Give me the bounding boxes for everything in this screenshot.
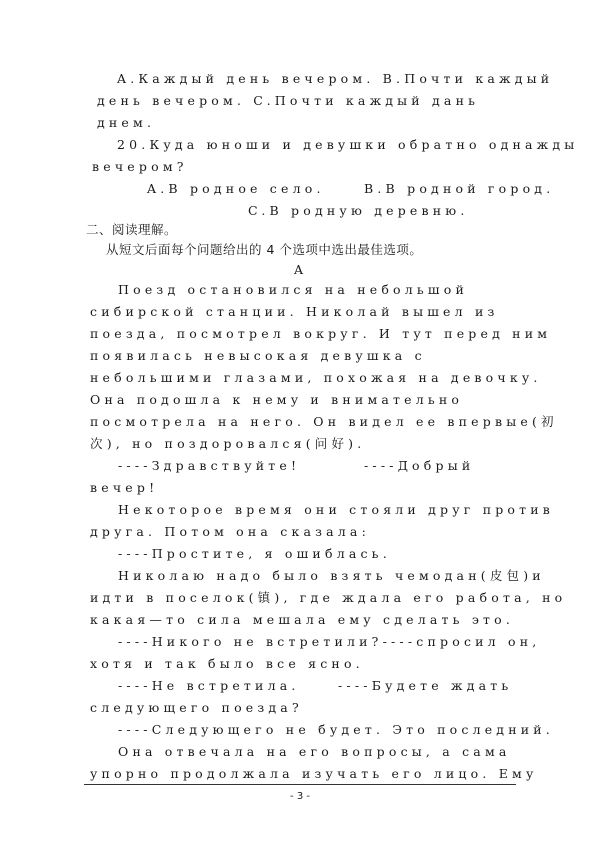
q20-text-line-2: вечером? [92, 159, 188, 174]
q19-options-line-3: днем. [97, 115, 156, 130]
passage-line: следующего поезда? [90, 700, 303, 715]
dialogue-line: ----Здравствуйте! [118, 458, 301, 473]
passage-line: упорно продолжала изучать его лицо. Ему [90, 766, 538, 781]
dialogue-line: ----Никого не встретили?----спросил он, [118, 634, 541, 649]
dialogue-line: ----Простите, я ошиблась. [118, 546, 391, 561]
passage-line: появилась невысокая девушка с [90, 348, 426, 363]
q20-option-a: A.В родное село. [147, 181, 325, 196]
passage-line: Она отвечала на его вопросы, а сама [118, 744, 511, 759]
q19-options-line-2: день вечером. C.Почти каждый дань [97, 93, 480, 108]
dialogue-line: ----Следующего не будет. Это последний. [118, 722, 554, 737]
section-instruction: 从短文后面每个问题给出的 4 个选项中选出最佳选项。 [106, 242, 423, 257]
passage-line: Она подошла к нему и внимательно [90, 392, 464, 407]
passage-line: сибирской станции. Николай вышел из [90, 304, 499, 319]
passage-line: 次), но поздоровался(问好). [90, 436, 366, 451]
passage-line: Николаю надо было взять чемодан(皮包)и [118, 568, 545, 583]
dialogue-line: ----Добрый [364, 458, 475, 473]
q20-text-line-1: 20.Куда юноши и девушки обратно однажды [117, 137, 579, 152]
q19-options-line-1: A.Каждый день вечером. B.Почти каждый [117, 71, 554, 86]
passage-line: идти в поселок(镇), где ждала его работа, но [90, 590, 567, 605]
q20-option-b: B.В родной город. [364, 181, 555, 196]
passage-line: Некоторое время они стояли друг против [118, 502, 555, 517]
passage-line: вечер! [90, 480, 159, 495]
section-heading: 二、阅读理解。 [86, 222, 178, 237]
dialogue-line: ----Будете ждать [338, 678, 513, 693]
passage-line: какая—то сила мешала ему сделать это. [90, 612, 515, 627]
page-number: - 3 - [290, 791, 310, 802]
passage-line: друга. Потом она сказала: [90, 524, 370, 539]
passage-line: небольшими глазами, похожая на девочку. [90, 370, 542, 385]
passage-line: хотя и так было все ясно. [90, 656, 364, 671]
passage-label: A [294, 262, 304, 277]
footer-divider [84, 784, 516, 785]
passage-line: Поезд остановился на небольшой [118, 282, 468, 297]
passage-line: поезда, посмотрел вокруг. И тут перед ним [90, 326, 552, 341]
q20-option-c: C.В родную деревню. [248, 203, 469, 218]
passage-line: посмотрела на него. Он видел ее впервые(初 [90, 414, 558, 429]
dialogue-line: ----Не встретила. [118, 678, 300, 693]
